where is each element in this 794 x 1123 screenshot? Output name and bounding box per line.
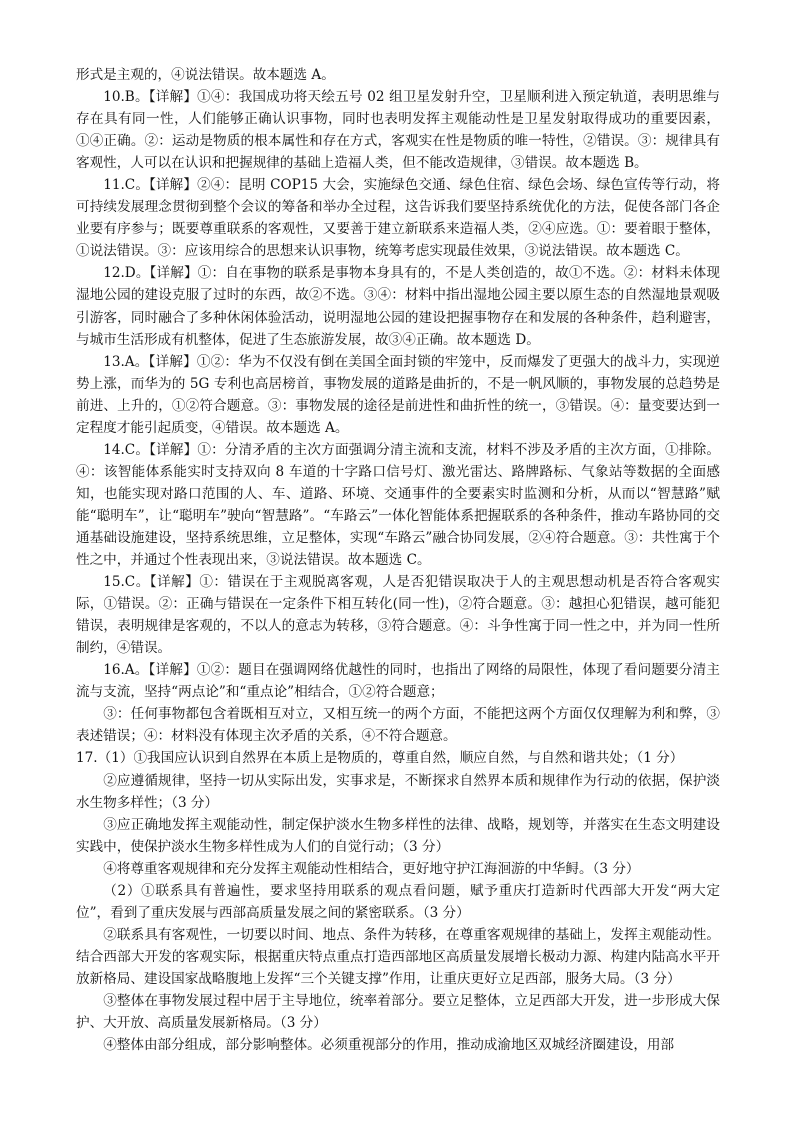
- paragraph-q10: 10.B。【详解】①④：我国成功将天绘五号 02 组卫星发射升空，卫星顺利进入预定轨道，表明思维与存在具有同一性，人们能够正确认识事物，同时也表明发挥主观能动性是卫星发射取得成功的重要因素，①④正确。②：运动是物质的根本属性和存在方式，客观实在性是物质的唯一特性，②错误。③：规律具有客观性，人可以在认识和把握规律的基础上造福人类，但不能改造规律，③错误。故本题选 B。: [76, 89, 720, 172]
- paragraph-q17-1-point1: 17.（1）①我国应认识到自然界在本质上是物质的，尊重自然，顺应自然，与自然和谐共处；（1 分）: [76, 750, 684, 767]
- paragraph-q17-1-point2: ②应遵循规律，坚持一切从实际出发，实事求是，不断探求自然界本质和规律作为行动的依据，保护淡水生物多样性；（3 分）: [76, 772, 720, 811]
- paragraph-q12: 12.D。【详解】①：自在事物的联系是事物本身具有的，不是人类创造的，故①不选。②：材料未体现湿地公园的建设克服了过时的东西，故②不选。③④：材料中指出湿地公园主要以原生态的自然湿地景观吸引游客，同时融合了多种休闲体验活动，说明湿地公园的建设把握事物存在和发展的各种条件，趋利避害，与城市生活形成有机整体，促进了生态旅游发展，故③④正确。故本题选 D。: [76, 265, 720, 348]
- paragraph-q17-2-point3: ③整体在事物发展过程中居于主导地位，统率着部分。要立足整体，立足西部大开发，进一步形成大保护、大开放、高质量发展新格局。（3 分）: [76, 992, 720, 1032]
- paragraph-q16-part1: 16.A。【详解】①②：题目在强调网络优越性的同时，也指出了网络的局限性，体现了看问题要分清主流与支流，坚持“两点论”和“重点论”相结合，①②符合题意；: [76, 662, 720, 701]
- paragraph-q17-1-point3: ③应正确地发挥主观能动性，制定保护淡水生物多样性的法律、战略，规划等，并落实在生态文明建设实践中，使保护淡水生物多样性成为人们的自觉行动；（3 分）: [76, 816, 720, 855]
- paragraph-q17-1-point4: ④将尊重客观规律和充分发挥主观能动性相结合，更好地守护江海洄游的中华鲟。（3 分）: [103, 860, 640, 877]
- paragraph-q17-2-point1: （2）①联系具有普遍性，要求坚持用联系的观点看问题，赋予重庆打造新时代西部大开发“两大定位”，看到了重庆发展与西部高质量发展之间的紧密联系。（3 分）: [76, 882, 720, 921]
- paragraph-q13: 13.A。【详解】①②：华为不仅没有倒在美国全面封锁的牢笼中，反而爆发了更强大的战斗力，实现逆势上涨，而华为的 5G 专利也高居榜首，事物发展的道路是曲折的，不是一帆风顺的，事物发展的总趋势是前进、上升的，①②符合题意。③：事物发展的途径是前进性和曲折性的统一，③错误。④：量变要达到一定程度才能引起质变，④错误。故本题选 A。: [76, 353, 720, 436]
- paragraph-q11: 11.C。【详解】②④：昆明 COP15 大会，实施绿色交通、绿色住宿、绿色会场、绿色宣传等行动，将可持续发展理念贯彻到整个会议的筹备和举办全过程，这告诉我们要坚持系统优化的方法，促使各部门各企业要有序参与；既要尊重联系的客观性，又要善于建立新联系来造福人类，②④应选。①：要着眼于整体，①说法错误。③：应该用综合的思想来认识事物，统筹考虑实现最佳效果，③说法错误。故本题选 C。: [76, 177, 720, 260]
- paragraph-q17-2-point2: ②联系具有客观性，一切要以时间、地点、条件为转移，在尊重客观规律的基础上，发挥主观能动性。结合西部大开发的客观实际，根据重庆特点重点打造西部地区高质量发展增长极动力源、构建内陆高水平开放新格局、建设国家战略腹地上发挥“三个关键支撑”作用，让重庆更好立足西部，服务大局。（3 分）: [76, 926, 720, 987]
- paragraph-q9-tail: 形式是主观的，④说法错误。故本题选 A。: [76, 67, 335, 83]
- paragraph-q15: 15.C。【详解】①：错误在于主观脱离客观，人是否犯错误取决于人的主观思想动机是否符合客观实际，①错误。②：正确与错误在一定条件下相互转化(同一性)，②符合题意。③：越担心犯错误，越可能犯错误，表明规律是客观的，不以人的意志为转移，③符合题意。④：斗争性寓于同一性之中，并为同一性所制约，④错误。: [76, 574, 720, 657]
- paragraph-q16-part2: ③：任何事物都包含着既相互对立，又相互统一的两个方面，不能把这两个方面仅仅理解为利和弊，③表述错误；④：材料没有体现主次矛盾的关系，④不符合题意。: [76, 706, 720, 745]
- paragraph-q17-2-point4: ④整体由部分组成，部分影响整体。必须重视部分的作用，推动成渝地区双城经济圈建设，用部: [103, 1037, 675, 1054]
- paragraph-q14: 14.C。【详解】①：分清矛盾的主次方面强调分清主流和支流，材料不涉及矛盾的主次方面，①排除。④：该智能体系能实时支持双向 8 车道的十字路口信号灯、激光雷达、路牌路标、气象站等数据的全面感知，也能实现对路口范围的人、车、道路、环境、交通事件的全要素实时监测和分析，从而以“智慧路”赋能“聪明车”，让“聪明车”驶向“智慧路”。“车路云”一体化智能体系把握联系的各种条件，推动车路协同的交通基础设施建设，坚持系统思维，立足整体，实现“车路云”融合协同发展，②④符合题意。③：共性寓于个性之中，并通过个性表现出来，③说法错误。故本题选 C。: [76, 441, 720, 569]
